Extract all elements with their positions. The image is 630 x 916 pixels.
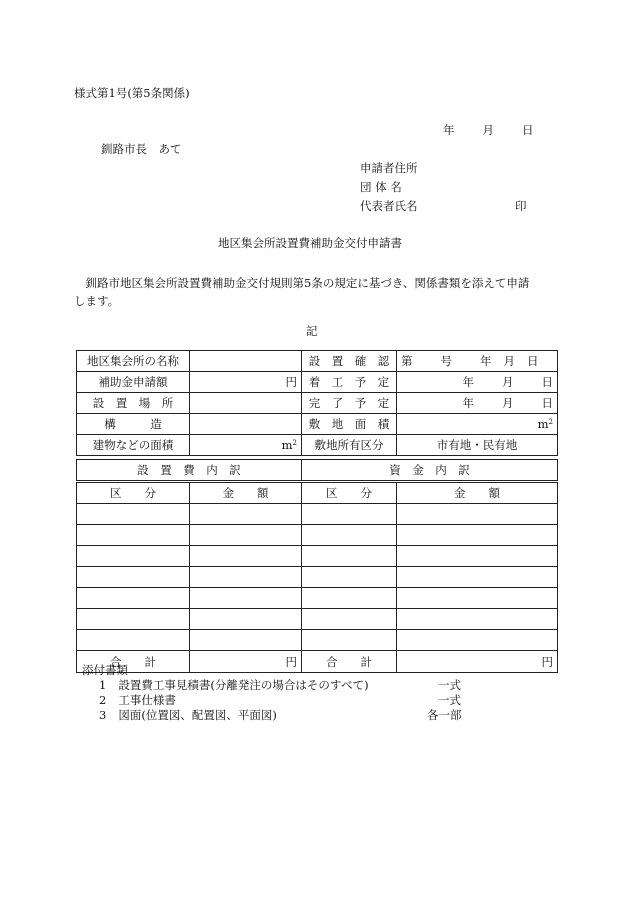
table-row (77, 414, 558, 435)
site-area-value[interactable] (397, 414, 558, 435)
fund-breakdown-header: 資 金 内 訳 (302, 460, 558, 482)
complete-month-label: 月 (502, 396, 514, 410)
attachment-text: 工事仕様書 (118, 693, 176, 707)
date-line (443, 123, 534, 137)
table-row (77, 372, 558, 393)
cost-amount-cell[interactable] (190, 525, 302, 546)
start-year-label: 年 (462, 375, 474, 389)
document-title: 地区集会所設置費補助金交付申請書 (218, 236, 402, 250)
applicant-group-label: 団 体 名 (360, 180, 402, 194)
table-row (77, 609, 558, 630)
cost-category-cell[interactable] (77, 525, 190, 546)
fund-total-value[interactable] (397, 651, 558, 673)
cost-category-cell[interactable] (77, 588, 190, 609)
date-day-label: 日 (522, 123, 534, 137)
facility-name-value[interactable] (190, 351, 302, 372)
cost-amount-header: 金 額 (190, 482, 302, 504)
fund-category-cell[interactable] (302, 504, 397, 525)
attachments-heading: 添付書類 (82, 663, 128, 677)
confirm-day-label: 日 (527, 354, 539, 368)
complete-planned-label: 完 了 予 定 (302, 393, 397, 414)
structure-value[interactable] (190, 414, 302, 435)
attachment-item (99, 708, 277, 722)
cost-category-cell[interactable] (77, 546, 190, 567)
attachment-item (99, 678, 369, 692)
table-row (77, 588, 558, 609)
fund-amount-cell[interactable] (397, 588, 558, 609)
cost-category-cell[interactable] (77, 567, 190, 588)
cost-category-header: 区 分 (77, 482, 190, 504)
table-row (77, 504, 558, 525)
addressee: 釧路市長 あて (101, 142, 182, 156)
start-day-label: 日 (541, 375, 553, 389)
applicant-address-label: 申請者住所 (360, 161, 418, 175)
complete-year-label: 年 (462, 396, 474, 410)
attachment-qty: 一式 (438, 693, 461, 707)
fund-category-header: 区 分 (302, 482, 397, 504)
confirm-no-label: 第 (401, 354, 413, 368)
start-month-label: 月 (502, 375, 514, 389)
subsidy-amount-label: 補助金申請額 (77, 372, 190, 393)
fund-amount-cell[interactable] (397, 567, 558, 588)
table-row (77, 351, 558, 372)
cost-category-cell[interactable] (77, 609, 190, 630)
location-label: 設 置 場 所 (77, 393, 190, 414)
fund-total-label: 合 計 (302, 651, 397, 673)
complete-planned-value[interactable] (397, 393, 558, 414)
fund-amount-cell[interactable] (397, 546, 558, 567)
date-month-label: 月 (482, 123, 494, 137)
table-row (77, 546, 558, 567)
sqm-unit: $m^2$ (281, 438, 297, 452)
yen-unit: 円 (541, 654, 553, 669)
body-text-line-2: します。 (74, 294, 120, 308)
location-value[interactable] (190, 393, 302, 414)
cost-amount-cell[interactable] (190, 546, 302, 567)
attachment-qty: 一式 (438, 678, 461, 692)
complete-day-label: 日 (541, 396, 553, 410)
cost-category-cell[interactable] (77, 504, 190, 525)
date-year-label: 年 (443, 123, 455, 137)
subsidy-amount-value[interactable] (190, 372, 302, 393)
table-total-row (77, 651, 558, 673)
info-table (76, 350, 558, 456)
floor-area-value[interactable] (190, 435, 302, 456)
attachment-number: 3 (99, 708, 107, 722)
fund-category-cell[interactable] (302, 588, 397, 609)
land-ownership-options[interactable]: 市有地・民有地 (397, 435, 558, 456)
applicant-rep-label: 代表者氏名 (360, 199, 418, 213)
yen-unit: 円 (285, 375, 297, 389)
fund-amount-cell[interactable] (397, 609, 558, 630)
fund-amount-cell[interactable] (397, 504, 558, 525)
attachment-qty: 各一部 (427, 708, 462, 722)
attachment-text: 図面(位置図、配置図、平面図) (118, 708, 277, 722)
attachment-item (99, 693, 176, 707)
start-planned-label: 着 工 予 定 (302, 372, 397, 393)
attachment-text: 設置費工事見積書(分離発注の場合はそのすべて) (118, 678, 369, 692)
table-header-row (77, 482, 558, 504)
confirm-label: 設 置 確 認 (302, 351, 397, 372)
confirm-value[interactable] (397, 351, 558, 372)
cost-total-label: 合 計 (77, 651, 190, 673)
cost-amount-cell[interactable] (190, 630, 302, 651)
attachment-number: 2 (99, 693, 107, 707)
yen-unit: 円 (285, 654, 297, 669)
site-area-label: 敷 地 面 積 (302, 414, 397, 435)
structure-label: 構 造 (77, 414, 190, 435)
body-text-line-1: 釧路市地区集会所設置費補助金交付規則第5条の規定に基づき、関係書類を添えて申請 (74, 276, 530, 290)
land-ownership-label: 敷地所有区分 (302, 435, 397, 456)
attachment-number: 1 (99, 678, 107, 692)
confirm-year-label: 年 (480, 354, 492, 368)
fund-category-cell[interactable] (302, 567, 397, 588)
table-row (77, 567, 558, 588)
cost-breakdown-header: 設 置 費 内 訳 (77, 460, 302, 482)
fund-category-cell[interactable] (302, 546, 397, 567)
table-header-row (77, 460, 558, 482)
confirm-go-label: 号 (440, 354, 452, 368)
fund-category-cell[interactable] (302, 609, 397, 630)
table-row (77, 393, 558, 414)
fund-category-cell[interactable] (302, 525, 397, 546)
cost-amount-cell[interactable] (190, 567, 302, 588)
table-row (77, 435, 558, 456)
cost-amount-cell[interactable] (190, 588, 302, 609)
cost-total-value[interactable] (190, 651, 302, 673)
form-number: 様式第1号(第5条関係) (74, 86, 190, 100)
breakdown-table (76, 459, 558, 673)
floor-area-label: 建物などの面積 (77, 435, 190, 456)
confirm-month-label: 月 (503, 354, 515, 368)
cost-amount-cell[interactable] (190, 504, 302, 525)
facility-name-label: 地区集会所の名称 (77, 351, 190, 372)
fund-category-cell[interactable] (302, 630, 397, 651)
fund-amount-cell[interactable] (397, 525, 558, 546)
cost-amount-cell[interactable] (190, 609, 302, 630)
seal-mark: 印 (515, 199, 527, 213)
table-row (77, 525, 558, 546)
sqm-unit: $m^2$ (537, 417, 553, 431)
table-row (77, 630, 558, 651)
cost-category-cell[interactable] (77, 630, 190, 651)
ki-heading: 記 (306, 324, 318, 338)
fund-amount-cell[interactable] (397, 630, 558, 651)
fund-amount-header: 金 額 (397, 482, 558, 504)
start-planned-value[interactable] (397, 372, 558, 393)
